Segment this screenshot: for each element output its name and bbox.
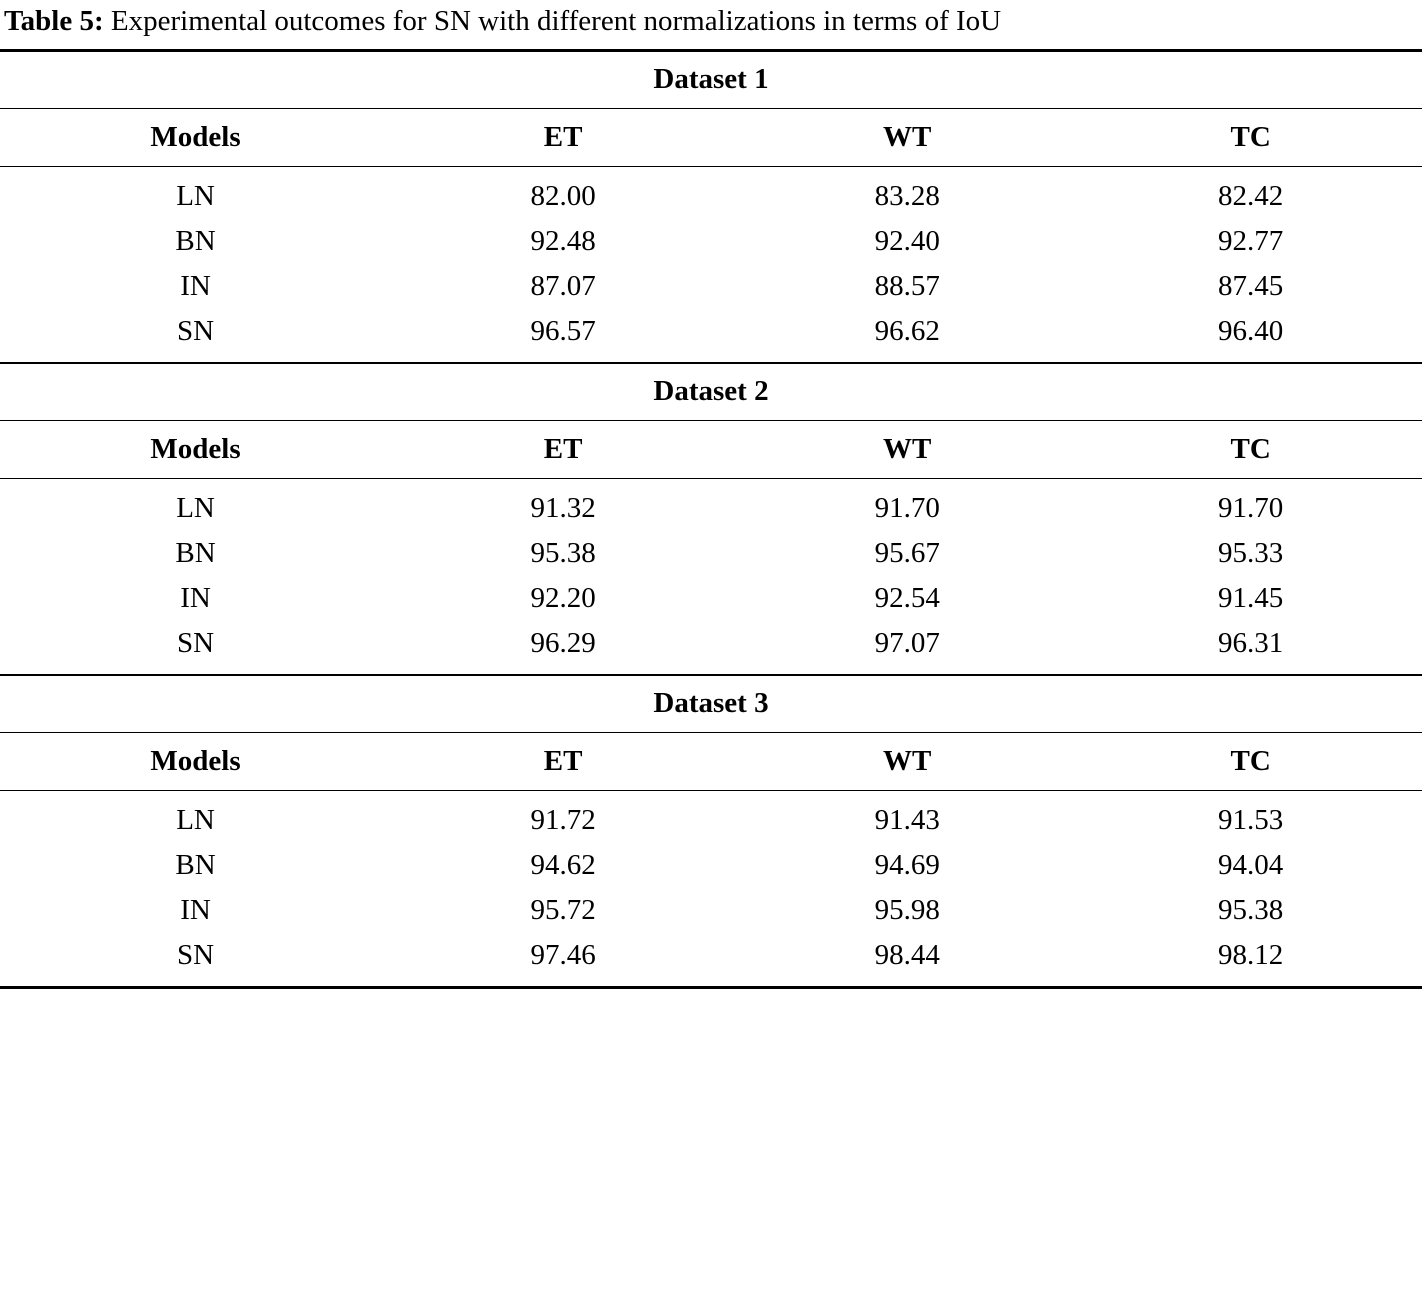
cell-wt: 88.57 [874,269,940,302]
column-header-et: ET [543,744,583,777]
cell-model: SN [176,314,215,347]
table-row [0,167,1422,219]
cell-wt: 83.28 [874,179,940,212]
cell-tc: 95.38 [1218,893,1284,926]
table-row [0,264,1422,309]
cell-tc: 92.77 [1218,224,1284,257]
group-title-1 [0,52,1422,109]
table-row [0,791,1422,843]
cell-model: LN [176,803,215,836]
column-header-models: Models [150,744,241,777]
cell-model: IN [180,581,211,614]
rule-bottom [0,987,1422,989]
column-header-models: Models [150,432,241,465]
column-header-wt: WT [883,744,932,777]
cell-wt: 92.54 [874,581,940,614]
cell-model: LN [176,179,215,212]
column-header-tc: TC [1230,120,1271,153]
table-row [0,531,1422,576]
table-row [0,843,1422,888]
caption-label: Table 5: [4,5,104,37]
group-title-label: Dataset 1 [653,62,769,95]
column-header-models: Models [150,120,241,153]
group-title-3 [0,676,1422,733]
table-row [0,576,1422,621]
cell-et: 91.32 [530,491,596,524]
table-row [0,219,1422,264]
column-header-et: ET [543,120,583,153]
table-row [0,479,1422,531]
cell-et: 97.46 [530,938,596,971]
cell-tc: 91.45 [1218,581,1284,614]
header-row-3 [0,733,1422,791]
results-table [0,49,1422,989]
column-header-tc: TC [1230,744,1271,777]
header-row-2 [0,421,1422,479]
cell-et: 92.20 [530,581,596,614]
header-row-1 [0,109,1422,167]
table-row [0,933,1422,978]
cell-wt: 91.43 [874,803,940,836]
caption-text: Experimental outcomes for SN with different normalizations in terms of IoU [103,5,1002,37]
cell-model: IN [180,893,211,926]
cell-wt: 95.67 [874,536,940,569]
cell-tc: 96.31 [1218,626,1284,659]
cell-et: 96.29 [530,626,596,659]
table-row [0,888,1422,933]
cell-model: SN [176,938,215,971]
cell-wt: 92.40 [874,224,940,257]
group-title-label: Dataset 3 [653,686,769,719]
cell-wt: 96.62 [874,314,940,347]
cell-et: 87.07 [530,269,596,302]
table-caption [0,0,1422,49]
cell-wt: 98.44 [874,938,940,971]
column-header-et: ET [543,432,583,465]
cell-model: BN [175,536,216,569]
cell-wt: 97.07 [874,626,940,659]
cell-et: 92.48 [530,224,596,257]
cell-et: 96.57 [530,314,596,347]
cell-model: IN [180,269,211,302]
cell-et: 91.72 [530,803,596,836]
column-header-wt: WT [883,432,932,465]
cell-tc: 95.33 [1218,536,1284,569]
cell-tc: 91.53 [1218,803,1284,836]
cell-model: BN [175,224,216,257]
cell-tc: 82.42 [1218,179,1284,212]
cell-et: 95.72 [530,893,596,926]
column-header-tc: TC [1230,432,1271,465]
group-title-label: Dataset 2 [653,374,769,407]
cell-et: 94.62 [530,848,596,881]
cell-tc: 96.40 [1218,314,1284,347]
cell-et: 95.38 [530,536,596,569]
row-spacer [0,978,1422,988]
column-header-wt: WT [883,120,932,153]
cell-wt: 95.98 [874,893,940,926]
table-row [0,621,1422,666]
cell-model: SN [176,626,215,659]
cell-tc: 87.45 [1218,269,1284,302]
row-spacer [0,354,1422,363]
cell-tc: 91.70 [1218,491,1284,524]
row-spacer [0,666,1422,675]
cell-et: 82.00 [530,179,596,212]
cell-wt: 94.69 [874,848,940,881]
cell-wt: 91.70 [874,491,940,524]
cell-tc: 94.04 [1218,848,1284,881]
group-title-2 [0,364,1422,421]
cell-model: BN [175,848,216,881]
cell-tc: 98.12 [1218,938,1284,971]
table-row [0,309,1422,354]
cell-model: LN [176,491,215,524]
